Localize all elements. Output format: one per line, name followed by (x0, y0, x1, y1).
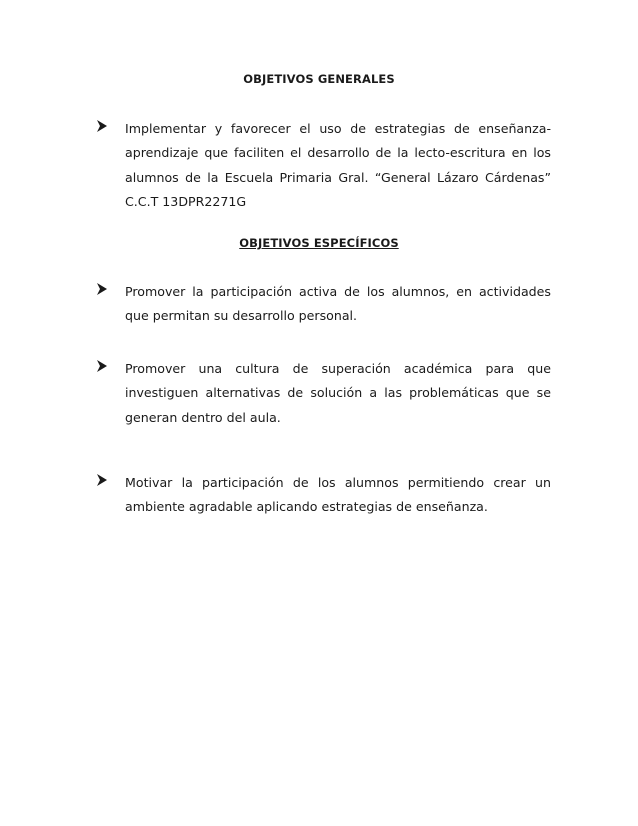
specific-objective-item (96, 357, 551, 430)
general-objective-text: Implementar y favorecer el uso de estrategias de enseñanza-aprendizaje que faciliten el desarrollo de la lecto-escritura en los alumnos de la Escuela Primaria Gral. “General Lázaro Cárdenas” C.C.T 13DPR2271G (125, 121, 551, 209)
specific-objective-text: Promover una cultura de superación académica para que investiguen alternativas de solución a las problemáticas que se generan dentro del aula. (125, 361, 551, 425)
specific-objective-text: Promover la participación activa de los alumnos, en actividades que permitan su desarrollo personal. (125, 284, 551, 324)
specific-objective-item (96, 471, 551, 520)
specific-objective-text: Motivar la participación de los alumnos permitiendo crear un ambiente agradable aplicando estrategias de enseñanza. (125, 475, 551, 515)
specific-objectives-heading (0, 236, 638, 250)
arrow-bullet-icon (96, 119, 108, 133)
specific-objectives-heading-text: OBJETIVOS ESPECÍFICOS (239, 236, 399, 250)
general-objective-item (96, 117, 551, 214)
specific-objective-item (96, 280, 551, 329)
general-objectives-heading: OBJETIVOS GENERALES (243, 72, 395, 86)
arrow-bullet-icon (96, 473, 108, 487)
arrow-bullet-icon (96, 282, 108, 296)
arrow-bullet-icon (96, 359, 108, 373)
